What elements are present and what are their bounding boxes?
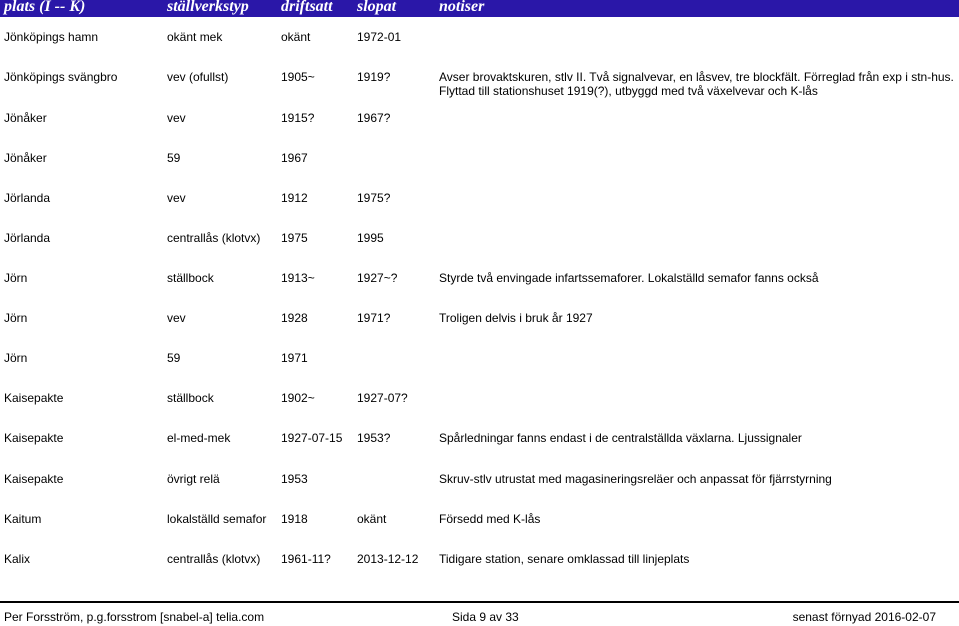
cell-type: okänt mek [167, 30, 223, 44]
footer-updated-date: senast förnyad 2016-02-07 [792, 610, 936, 624]
footer-author: Per Forsström, p.g.forsstrom [snabel-a] telia.com [4, 610, 265, 624]
note-line: Skruv-stlv utrustat med magasineringsreläer och anpassat för fjärrstyrning [439, 472, 832, 486]
cell-in-service: 1953 [281, 472, 308, 486]
cell-in-service: 1927-07-15 [281, 431, 343, 445]
cell-place: Jönköpings svängbro [4, 70, 118, 84]
table-row [0, 70, 959, 100]
cell-place: Jönköpings hamn [4, 30, 99, 44]
cell-type: 59 [167, 351, 181, 365]
cell-type: vev [167, 191, 186, 205]
header-notes: notiser [439, 0, 485, 15]
footer-divider [0, 601, 959, 603]
column-header-bar [0, 0, 959, 17]
cell-retired: 1975? [357, 191, 391, 205]
cell-in-service: 1975 [281, 231, 308, 245]
cell-retired: 1927-07? [357, 391, 408, 405]
cell-place: Jörn [4, 351, 28, 365]
cell-retired: 1967? [357, 111, 391, 125]
note-line: Försedd med K-lås [439, 512, 541, 526]
cell-type: ställbock [167, 271, 214, 285]
cell-in-service: okänt [281, 30, 311, 44]
table-row [0, 271, 959, 301]
cell-place: Jörlanda [4, 231, 51, 245]
note-line: Avser brovaktskuren, stlv II. Två signalvevar, en låsvev, tre blockfält. Förreglad från exp i stn-hus. [439, 70, 954, 84]
cell-type: vev [167, 111, 186, 125]
cell-retired: 1995 [357, 231, 384, 245]
table-row [0, 472, 959, 502]
cell-place: Kalix [4, 552, 31, 566]
cell-place: Kaisepakte [4, 391, 64, 405]
note-line: Flyttad till stationshuset 1919(?), utbyggd med två växelvevar och K-lås [439, 84, 818, 98]
cell-place: Kaisepakte [4, 472, 64, 486]
table-row [0, 311, 959, 341]
cell-type: lokalställd semafor [167, 512, 267, 526]
table-row [0, 151, 959, 181]
cell-place: Kaitum [4, 512, 42, 526]
table-row [0, 391, 959, 421]
footer-page-number: Sida 9 av 33 [452, 610, 519, 624]
cell-type: el-med-mek [167, 431, 231, 445]
cell-place: Jönåker [4, 111, 47, 125]
table-row [0, 351, 959, 381]
cell-type: centrallås (klotvx) [167, 552, 261, 566]
cell-in-service: 1913~ [281, 271, 315, 285]
cell-in-service: 1961-11? [281, 552, 331, 566]
table-row [0, 431, 959, 461]
header-type: ställverkstyp [167, 0, 249, 15]
table-row [0, 191, 959, 221]
cell-note [439, 311, 593, 325]
table-row [0, 552, 959, 582]
cell-in-service: 1905~ [281, 70, 315, 84]
cell-type: övrigt relä [167, 472, 220, 486]
cell-type: ställbock [167, 391, 214, 405]
cell-in-service: 1912 [281, 191, 308, 205]
cell-in-service: 1918 [281, 512, 308, 526]
table-row [0, 111, 959, 141]
note-line: Spårledningar fanns endast i de centralställda växlarna. Ljussignaler [439, 431, 802, 445]
note-line: Troligen delvis i bruk år 1927 [439, 311, 593, 325]
header-retired: slopat [357, 0, 397, 15]
cell-type: vev [167, 311, 186, 325]
cell-in-service: 1928 [281, 311, 308, 325]
table-row [0, 231, 959, 261]
cell-in-service: 1971 [281, 351, 308, 365]
cell-note [439, 70, 954, 98]
cell-in-service: 1915? [281, 111, 315, 125]
cell-retired: 1972-01 [357, 30, 402, 44]
cell-retired: 1919? [357, 70, 391, 84]
cell-in-service: 1902~ [281, 391, 315, 405]
cell-place: Jörn [4, 271, 28, 285]
cell-retired: 1927~? [357, 271, 398, 285]
cell-note [439, 431, 802, 445]
cell-note [439, 271, 819, 285]
cell-type: centrallås (klotvx) [167, 231, 261, 245]
cell-note [439, 552, 689, 566]
cell-place: Kaisepakte [4, 431, 64, 445]
table-row [0, 512, 959, 542]
header-place: plats (I -- K) [4, 0, 86, 15]
header-in-service: driftsatt [281, 0, 333, 15]
cell-place: Jörlanda [4, 191, 51, 205]
note-line: Tidigare station, senare omklassad till linjeplats [439, 552, 690, 566]
cell-place: Jörn [4, 311, 28, 325]
cell-in-service: 1967 [281, 151, 308, 165]
cell-place: Jönåker [4, 151, 47, 165]
cell-note [439, 512, 540, 526]
cell-type: vev (ofullst) [167, 70, 229, 84]
cell-type: 59 [167, 151, 181, 165]
cell-retired: 1971? [357, 311, 391, 325]
cell-retired: okänt [357, 512, 387, 526]
cell-retired: 2013-12-12 [357, 552, 419, 566]
cell-note [439, 472, 832, 486]
table-row [0, 30, 959, 60]
cell-retired: 1953? [357, 431, 391, 445]
note-line: Styrde två envingade infartssemaforer. Lokalställd semafor fanns också [439, 271, 819, 285]
